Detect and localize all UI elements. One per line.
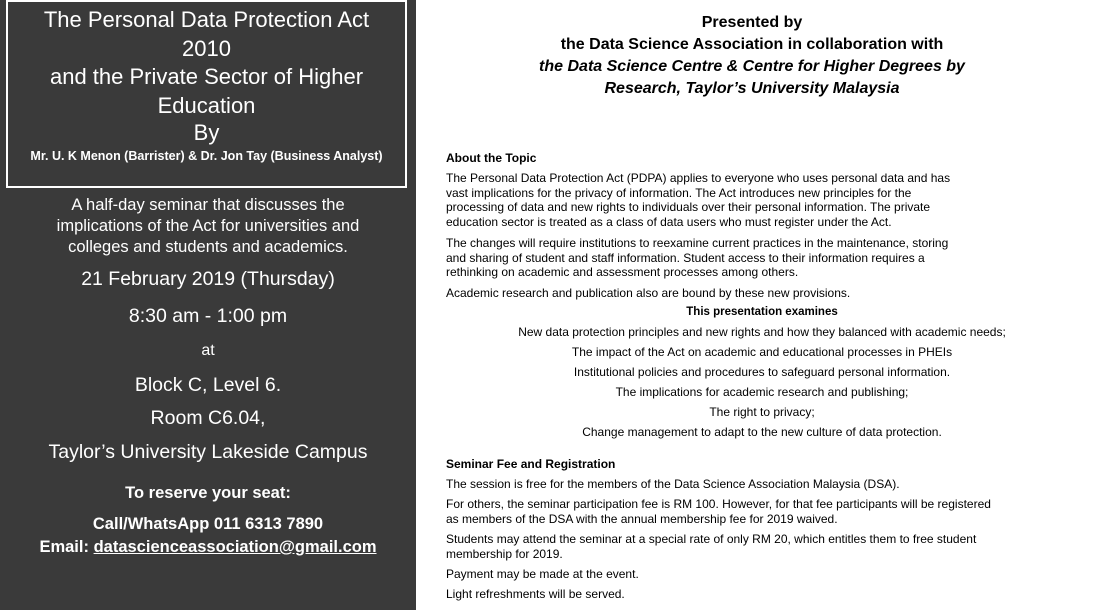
fee-paragraph-1: The session is free for the members of the Data Science Association Malaysia (DSA). bbox=[446, 477, 900, 491]
examines-item: The impact of the Act on academic and educational processes in PHEIs bbox=[571, 345, 953, 359]
event-time: 8:30 am - 1:00 pm bbox=[128, 305, 288, 327]
examines-title: This presentation examines bbox=[686, 306, 838, 318]
collaborator-line: the Data Science Centre & Centre for Higher Degrees by bbox=[539, 58, 965, 75]
contact-phone: Call/WhatsApp 011 6313 7890 bbox=[92, 515, 324, 533]
title-box bbox=[6, 0, 407, 188]
venue-room: Room C6.04, bbox=[150, 407, 266, 429]
fee-paragraph-3 bbox=[446, 532, 1078, 561]
email-label: Email: bbox=[39, 538, 89, 556]
speakers: Mr. U. K Menon (Barrister) & Dr. Jon Tay (Business Analyst) bbox=[30, 149, 383, 163]
examines-item: The right to privacy; bbox=[709, 405, 815, 419]
paragraph-line: rethinking on academic and assessment processes among others. bbox=[446, 265, 799, 280]
presented-by: Presented by bbox=[701, 14, 803, 31]
at-label: at bbox=[201, 342, 215, 359]
description-line: implications of the Act for universities and bbox=[56, 217, 360, 235]
examines-item: Change management to adapt to the new culture of data protection. bbox=[582, 425, 942, 439]
event-title-line-4: Education bbox=[157, 92, 256, 118]
paragraph-line: The Personal Data Protection Act (PDPA) applies to everyone who uses personal data and has bbox=[446, 171, 951, 185]
event-date: 21 February 2019 (Thursday) bbox=[81, 268, 335, 290]
paragraph-line: vast implications for the privacy of information. The Act introduces new principles for the bbox=[446, 185, 912, 200]
paragraph-line: For others, the seminar participation fee is RM 100. However, for that fee participants will be registered bbox=[446, 497, 991, 511]
paragraph-line: education sector is treated as a class of data users who must register under the Act. bbox=[446, 214, 892, 229]
event-title-line-1: The Personal Data Protection Act bbox=[43, 7, 370, 32]
venue-campus: Taylor’s University Lakeside Campus bbox=[48, 441, 368, 463]
paragraph-line: and sharing of student and staff information. Student access to their information requires a bbox=[446, 250, 925, 265]
reserve-label: To reserve your seat: bbox=[125, 484, 291, 502]
by-label: By bbox=[193, 120, 220, 145]
about-paragraph-3: Academic research and publication also are bound by these new provisions. bbox=[446, 286, 851, 300]
seminar-description bbox=[0, 195, 416, 258]
about-paragraph-1 bbox=[446, 171, 1078, 229]
collaborator-line-2: Research, Taylor’s University Malaysia bbox=[604, 80, 900, 97]
paragraph-line: Students may attend the seminar at a special rate of only RM 20, which entitles them to free student bbox=[446, 532, 977, 546]
left-panel bbox=[0, 0, 416, 610]
email-link[interactable]: datascienceassociation@gmail.com bbox=[93, 538, 377, 556]
description-line: colleges and students and academics. bbox=[68, 238, 348, 256]
fee-paragraph-4: Payment may be made at the event. bbox=[446, 567, 639, 581]
paragraph-line: The changes will require institutions to reexamine current practices in the maintenance, storing bbox=[446, 236, 949, 250]
examines-item: New data protection principles and new rights and how they balanced with academic needs; bbox=[518, 325, 1006, 339]
fee-paragraph-2 bbox=[446, 497, 1078, 526]
paragraph-line: processing of data and new rights to individuals over their personal information. The private bbox=[446, 200, 931, 215]
description-line: A half-day seminar that discusses the bbox=[71, 196, 345, 214]
paragraph-line: as members of the DSA with the annual membership fee for 2019 waived. bbox=[446, 511, 838, 526]
venue-block: Block C, Level 6. bbox=[134, 374, 282, 396]
examines-item: Institutional policies and procedures to safeguard personal information. bbox=[573, 365, 951, 379]
contact-email-row bbox=[0, 538, 416, 557]
about-section-title: About the Topic bbox=[446, 151, 537, 165]
event-title-line-3: and the Private Sector of Higher bbox=[49, 64, 364, 89]
paragraph-line: membership for 2019. bbox=[446, 546, 563, 561]
fee-section-title: Seminar Fee and Registration bbox=[446, 457, 616, 471]
event-title-line-2: 2010 bbox=[182, 35, 231, 61]
about-paragraph-2 bbox=[446, 236, 1078, 280]
organizer-line: the Data Science Association in collaboration with bbox=[560, 36, 944, 53]
right-panel bbox=[416, 0, 1095, 610]
examines-item: The implications for academic research and publishing; bbox=[615, 385, 909, 399]
fee-paragraph-5: Light refreshments will be served. bbox=[446, 587, 625, 601]
